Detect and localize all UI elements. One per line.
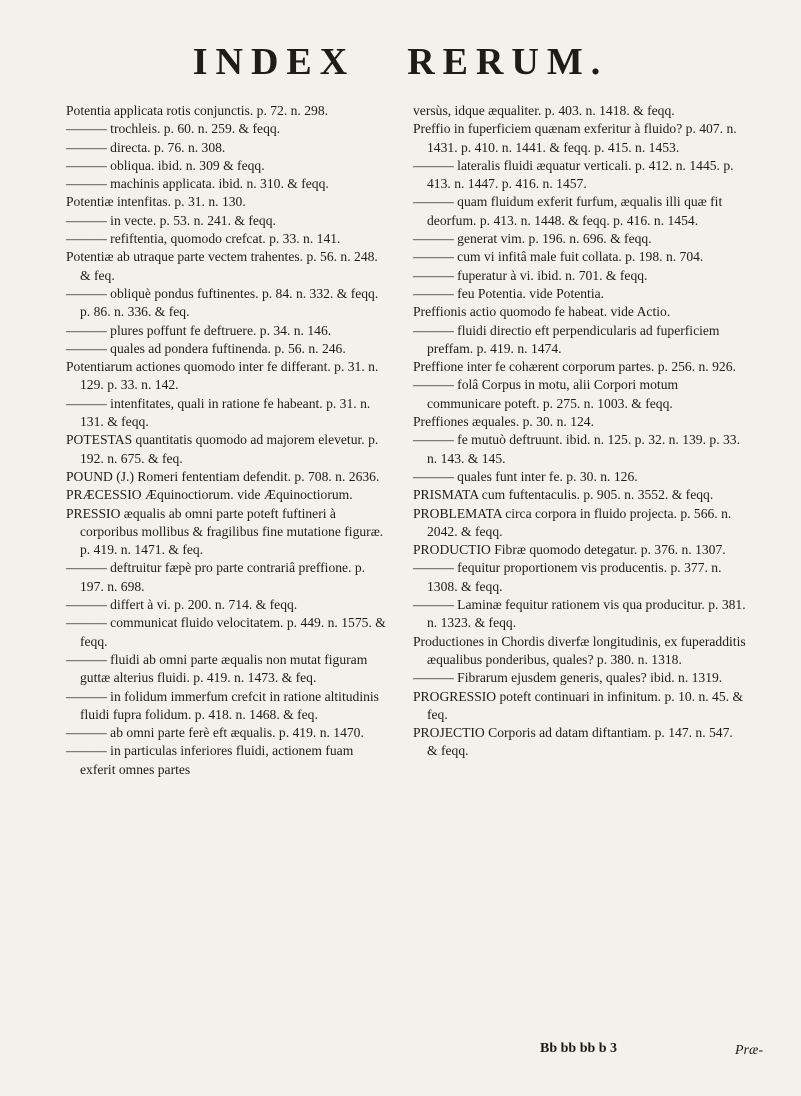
index-entry: PROGRESSIO poteft continuari in infinitum. p. 10. n. 45. & feq.: [413, 688, 744, 722]
header-left: INDEX: [192, 41, 356, 83]
index-entry: POTESTAS quantitatis quomodo ad majorem elevetur. p. 192. n. 675. & feq.: [66, 432, 379, 466]
index-entry: ——— differt à vi. p. 200. n. 714. & feqq.: [66, 597, 298, 613]
index-entry: ——— in particulas inferiores fluidi, actionem fuam exferit omnes partes: [66, 743, 354, 777]
index-entry: versùs, idque æqualiter. p. 403. n. 1418. & feqq.: [413, 103, 675, 118]
index-entry: Productiones in Chordis diverfæ longitudinis, ex fuperadditis æqualibus ponderibus, quales? p. 380. n. 1318.: [413, 633, 746, 667]
index-entry: ——— deftruitur fæpè pro parte contrariâ preffione. p. 197. n. 698.: [66, 560, 366, 594]
index-entry: ——— plures poffunt fe deftruere. p. 34. n. 146.: [66, 322, 332, 338]
index-entry: ——— fuperatur à vi. ibid. n. 701. & feqq.: [413, 267, 648, 283]
index-entry: ——— ab omni parte ferè eft æqualis. p. 419. n. 1470.: [66, 725, 364, 741]
index-entry: ——— Laminæ fequitur rationem vis qua producitur. p. 381. n. 1323. & feqq.: [413, 597, 746, 631]
index-entry: ——— in folidum immerfum crefcit in ratione altitudinis fluidi fupra folidum. p. 418. n. 1468. & feq.: [66, 688, 379, 722]
index-entry: ——— fluidi directio eft perpendicularis ad fuperficiem preffam. p. 419. n. 1474.: [413, 322, 720, 356]
index-entry: PROJECTIO Corporis ad datam diftantiam. p. 147. n. 547. & feqq.: [413, 725, 733, 759]
index-entry: ——— lateralis fluidi æquatur verticali. p. 412. n. 1445. p. 413. n. 1447. p. 416. n. 1457.: [413, 157, 734, 192]
index-entry: ——— fequitur proportionem vis producentis. p. 377. n. 1308. & feqq.: [413, 560, 722, 594]
index-entry: ——— fe mutuò deftruunt. ibid. n. 125. p. 32. n. 139. p. 33. n. 143. & 145.: [413, 432, 740, 466]
catchword: Præ-: [735, 1043, 763, 1058]
index-entry: ——— machinis applicata. ibid. n. 310. & feqq.: [66, 176, 329, 192]
index-entry: ——— fluidi ab omni parte æqualis non mutat figuram guttæ alterius fluidi. p. 419. n. 1473. & feq.: [66, 651, 368, 686]
index-entry: Potentia applicata rotis conjunctis. p. 72. n. 298.: [66, 103, 329, 118]
index-entry: PRÆCESSIO Æquinoctiorum. vide Æquinoctiorum.: [66, 487, 353, 503]
index-entry: Potentiæ ab utraque parte vectem trahentes. p. 56. n. 248. & feq.: [66, 249, 378, 283]
index-entry: ——— communicat fluido velocitatem. p. 449. n. 1575. & feqq.: [66, 615, 386, 649]
index-entry: PRODUCTIO Fibræ quomodo detegatur. p. 376. n. 1307.: [413, 542, 726, 558]
index-entry: ——— trochleis. p. 60. n. 259. & feqq.: [66, 121, 281, 137]
index-entry: ——— feu Potentia. vide Potentia.: [413, 285, 605, 301]
signature-mark: Bb bb bb b 3: [540, 1041, 618, 1056]
index-entry: ——— Fibrarum ejusdem generis, quales? ibid. n. 1319.: [413, 670, 723, 686]
index-entry: ——— obliquè pondus fuftinentes. p. 84. n. 332. & feqq. p. 86. n. 336. & feq.: [66, 285, 379, 320]
index-entry: ——— refiftentia, quomodo crefcat. p. 33. n. 141.: [66, 231, 341, 247]
index-entry: ——— generat vim. p. 196. n. 696. & feqq.: [413, 231, 652, 247]
index-entry: Potentiæ intenfitas. p. 31. n. 130.: [66, 194, 246, 210]
index-entry: Preffiones æquales. p. 30. n. 124.: [413, 414, 594, 430]
index-entry: PRISMATA cum fuftentaculis. p. 905. n. 3552. & feqq.: [413, 487, 714, 503]
index-entry: ——— in vecte. p. 53. n. 241. & feqq.: [66, 212, 276, 228]
left-column: [66, 102, 389, 779]
index-entry: Preffio in fuperficiem quænam exferitur à fluido? p. 407. n. 1431. p. 410. n. 1441. & feqq. p. 415. n. 1453.: [413, 121, 737, 155]
index-entry: ——— directa. p. 76. n. 308.: [66, 139, 226, 155]
index-entry: POUND (J.) Romeri fententiam defendit. p. 708. n. 2636.: [66, 468, 380, 484]
running-header: [0, 40, 801, 84]
index-entry: Potentiarum actiones quomodo inter fe differant. p. 31. n. 129. p. 33. n. 142.: [66, 359, 379, 393]
index-entry: Preffionis actio quomodo fe habeat. vide Actio.: [413, 304, 671, 320]
index-entry: ——— cum vi infitâ male fuit collata. p. 198. n. 704.: [413, 249, 704, 265]
index-entry: ——— quales funt inter fe. p. 30. n. 126.: [413, 468, 638, 484]
right-column: [413, 102, 746, 761]
index-entry: PROBLEMATA circa corpora in fluido projecta. p. 566. n. 2042. & feqq.: [413, 505, 732, 539]
index-entry: PRESSIO æqualis ab omni parte poteft fuftineri à corporibus mollibus & fragilibus fine mutatione figuræ. p. 419. n. 1471. & feq.: [66, 505, 384, 558]
index-entry: ——— folâ Corpus in motu, alii Corpori motum communicare poteft. p. 275. n. 1003. & feqq.: [413, 377, 679, 411]
index-entry: ——— quam fluidum exferit furfum, æqualis illi quæ fit deorfum. p. 413. n. 1448. & feqq. p. 416. n. 1454.: [413, 194, 723, 228]
index-entry: Preffione inter fe cohærent corporum partes. p. 256. n. 926.: [413, 359, 736, 375]
header-right: RERUM.: [407, 41, 609, 83]
index-entry: ——— intenfitates, quali in ratione fe habeant. p. 31. n. 131. & feqq.: [66, 395, 371, 430]
index-entry: ——— quales ad pondera fuftinenda. p. 56. n. 246.: [66, 340, 346, 356]
index-entry: ——— obliqua. ibid. n. 309 & feqq.: [66, 157, 265, 173]
